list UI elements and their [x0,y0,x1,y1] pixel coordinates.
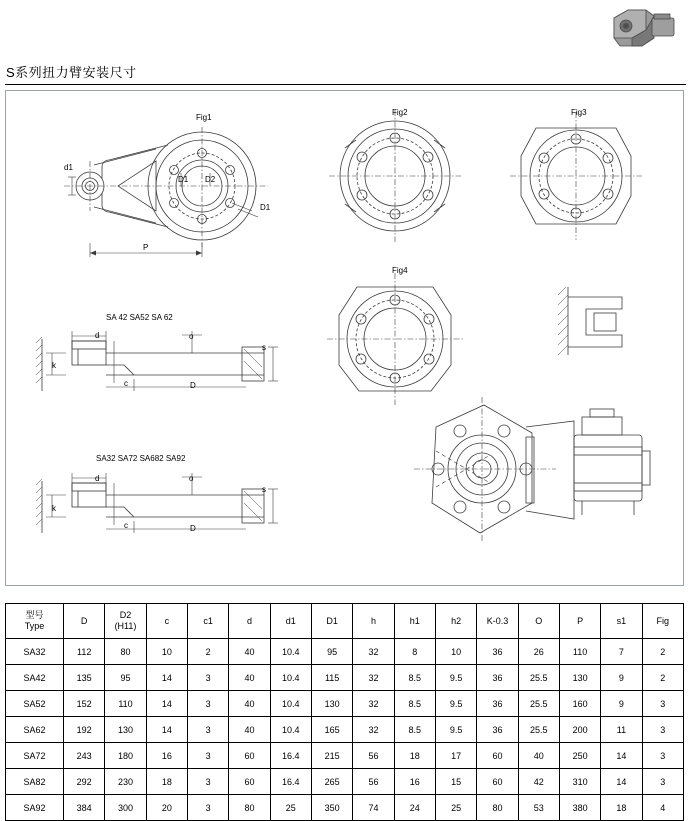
cell-c1: 3 [187,665,228,691]
callout-s-upper: s [262,343,266,352]
cell-type: SA52 [6,691,64,717]
cell-K: 36 [477,717,518,743]
cell-h1: 16 [394,769,435,795]
callout-c-upper: c [124,379,128,388]
cell-K: 80 [477,795,518,821]
col-h1: h1 [394,604,435,639]
table-row [6,691,684,717]
col-D1: D1 [311,604,352,639]
figure-label-fig1: Fig1 [196,113,212,122]
cell-d1: 10.4 [270,639,311,665]
callout-D1-bore: D1 [178,175,189,184]
cell-h: 32 [353,717,394,743]
cell-type: SA72 [6,743,64,769]
col-c: c [146,604,187,639]
cell-s1: 9 [601,691,642,717]
cell-h: 32 [353,639,394,665]
cell-d: 60 [229,743,270,769]
cell-D1: 130 [311,691,352,717]
cell-c: 18 [146,769,187,795]
cell-c: 20 [146,795,187,821]
cell-type: SA42 [6,665,64,691]
cell-P: 110 [559,639,600,665]
callout-o-lower: o [189,474,194,483]
cell-s1: 14 [601,743,642,769]
cell-D: 135 [64,665,105,691]
cell-P: 310 [559,769,600,795]
cell-d: 40 [229,717,270,743]
cell-d1: 16.4 [270,743,311,769]
cell-Fig: 2 [642,639,683,665]
cell-P: 160 [559,691,600,717]
cell-type: SA82 [6,769,64,795]
cell-c1: 3 [187,717,228,743]
cell-c1: 3 [187,795,228,821]
table-header-row [6,604,684,639]
col-D2-line2: (H11) [114,621,137,631]
cell-h1: 24 [394,795,435,821]
cell-d1: 25 [270,795,311,821]
callout-D-upper: D [190,381,196,390]
callout-c-lower: c [124,521,128,530]
cell-d1: 10.4 [270,665,311,691]
cell-h1: 8.5 [394,691,435,717]
cell-c: 10 [146,639,187,665]
figure-label-fig4: Fig4 [392,266,408,275]
col-c1: c1 [187,604,228,639]
cell-h1: 8.5 [394,717,435,743]
table-row [6,717,684,743]
cell-K: 36 [477,691,518,717]
cell-D1: 95 [311,639,352,665]
col-D2-line1: D2 [119,609,132,620]
cell-d1: 10.4 [270,691,311,717]
callout-o-upper: o [189,332,194,341]
cell-h: 56 [353,743,394,769]
cell-O: 25.5 [518,691,559,717]
cell-D1: 165 [311,717,352,743]
cell-P: 380 [559,795,600,821]
cell-c1: 3 [187,691,228,717]
cell-d: 40 [229,639,270,665]
page-title: S系列扭力臂安装尺寸 [6,65,137,80]
cell-D2: 80 [105,639,146,665]
table-row [6,795,684,821]
title-divider [5,84,686,85]
cell-h2: 9.5 [435,691,476,717]
cell-d: 40 [229,691,270,717]
cell-c: 16 [146,743,187,769]
cell-O: 40 [518,743,559,769]
cell-K: 60 [477,743,518,769]
cell-c1: 3 [187,769,228,795]
cell-P: 200 [559,717,600,743]
col-K: K-0.3 [477,604,518,639]
col-h2: h2 [435,604,476,639]
cell-O: 25.5 [518,665,559,691]
col-type-line1: 型号 [25,609,44,620]
cell-s1: 14 [601,769,642,795]
cell-type: SA92 [6,795,64,821]
cell-D: 152 [64,691,105,717]
cell-O: 53 [518,795,559,821]
col-h: h [353,604,394,639]
table-row [6,639,684,665]
callout-k-upper: k [52,361,56,370]
cell-h1: 8 [394,639,435,665]
cell-h: 32 [353,691,394,717]
cell-D2: 230 [105,769,146,795]
cell-h2: 15 [435,769,476,795]
table-row [6,769,684,795]
cell-h1: 8.5 [394,665,435,691]
cell-K: 36 [477,665,518,691]
cell-h: 56 [353,769,394,795]
cell-Fig: 3 [642,743,683,769]
cell-h2: 25 [435,795,476,821]
cell-D1: 115 [311,665,352,691]
cell-D1: 265 [311,769,352,795]
cell-D2: 110 [105,691,146,717]
cell-h: 74 [353,795,394,821]
table-row [6,743,684,769]
col-D2 [105,604,146,639]
cell-c: 14 [146,717,187,743]
callout-D1-pitch: D1 [260,203,271,212]
torque-arm-drawings [6,91,683,585]
cell-h2: 9.5 [435,717,476,743]
col-type-line2: Type [24,621,45,631]
callout-d-upper: d [95,331,100,340]
cell-c1: 3 [187,743,228,769]
cell-O: 25.5 [518,717,559,743]
cell-D: 292 [64,769,105,795]
cell-K: 60 [477,769,518,795]
col-s1: s1 [601,604,642,639]
cell-D: 243 [64,743,105,769]
cell-D: 112 [64,639,105,665]
cell-K: 36 [477,639,518,665]
callout-k-lower: k [52,504,56,513]
col-Fig: Fig [642,604,683,639]
cell-s1: 11 [601,717,642,743]
figure-label-fig3: Fig3 [571,108,587,117]
cell-D: 384 [64,795,105,821]
cell-D: 192 [64,717,105,743]
callout-D2-bore: D2 [205,175,216,184]
col-D: D [64,604,105,639]
cell-D2: 95 [105,665,146,691]
cell-h2: 9.5 [435,665,476,691]
col-d1: d1 [270,604,311,639]
cell-D1: 215 [311,743,352,769]
cell-O: 42 [518,769,559,795]
cell-type: SA62 [6,717,64,743]
cell-Fig: 3 [642,769,683,795]
cell-O: 26 [518,639,559,665]
callout-d-lower: d [95,474,100,483]
section-label-sa32-sa72-sa682-sa92: SA32 SA72 SA682 SA92 [96,454,186,463]
cell-D2: 180 [105,743,146,769]
cell-D2: 300 [105,795,146,821]
cell-s1: 7 [601,639,642,665]
section-label-sa42-sa52-sa62: SA 42 SA52 SA 62 [106,313,173,322]
table-row [6,665,684,691]
cell-type: SA32 [6,639,64,665]
cell-Fig: 3 [642,717,683,743]
col-type [6,604,64,639]
callout-D-lower: D [190,524,196,533]
cell-s1: 18 [601,795,642,821]
cell-h2: 17 [435,743,476,769]
gear-motor-photo [608,4,680,50]
cell-h: 32 [353,665,394,691]
callout-P: P [143,243,149,252]
cell-Fig: 4 [642,795,683,821]
callout-d1-eye: d1 [64,163,73,172]
cell-d: 40 [229,665,270,691]
callout-s-lower: s [262,485,266,494]
col-d: d [229,604,270,639]
cell-c: 14 [146,691,187,717]
col-O: O [518,604,559,639]
col-P: P [559,604,600,639]
technical-drawing-panel [5,90,684,586]
cell-D1: 350 [311,795,352,821]
cell-d: 80 [229,795,270,821]
cell-h1: 18 [394,743,435,769]
cell-P: 130 [559,665,600,691]
dimensions-table [5,603,684,821]
cell-D2: 130 [105,717,146,743]
cell-c: 14 [146,665,187,691]
cell-s1: 9 [601,665,642,691]
cell-h2: 10 [435,639,476,665]
cell-d: 60 [229,769,270,795]
figure-label-fig2: Fig2 [392,108,408,117]
cell-P: 250 [559,743,600,769]
cell-c1: 2 [187,639,228,665]
cell-Fig: 3 [642,691,683,717]
cell-Fig: 2 [642,665,683,691]
cell-d1: 10.4 [270,717,311,743]
cell-d1: 16.4 [270,769,311,795]
